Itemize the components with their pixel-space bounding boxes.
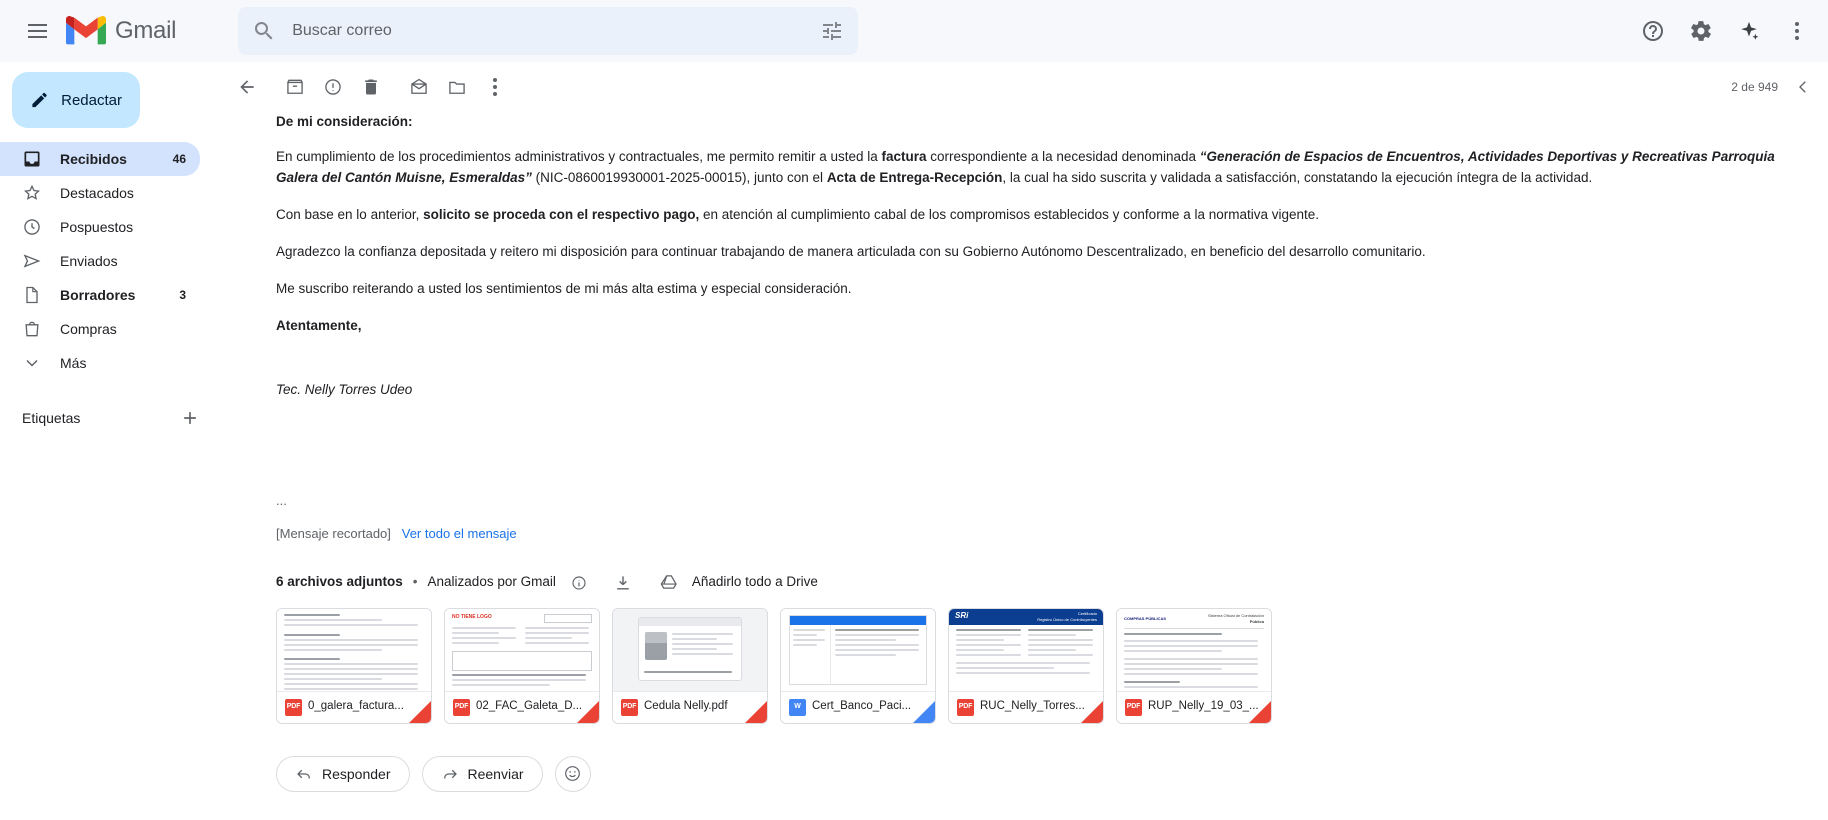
inbox-icon (22, 149, 42, 169)
message-toolbar (214, 62, 1828, 112)
sidebar-item-count: 3 (179, 288, 186, 302)
attachments-separator: • (412, 574, 418, 590)
attachment-card[interactable] (276, 608, 432, 724)
star-icon (22, 183, 42, 203)
sidebar-item-label: Borradores (60, 287, 136, 303)
sidebar-item-recibidos[interactable] (0, 142, 200, 176)
back-button[interactable] (228, 68, 266, 106)
more-options-button[interactable] (476, 68, 514, 106)
send-icon (22, 251, 42, 271)
attachment-filename: 0_galera_factura... (308, 700, 404, 713)
sidebar-item-borradores[interactable] (0, 278, 200, 312)
attachments-count: 6 archivos adjuntos (276, 574, 403, 590)
move-to-folder-icon (447, 77, 467, 97)
p2-bold-pago: solicito se proceda con el respectivo pago, (423, 206, 700, 222)
draft-icon (22, 285, 42, 305)
word-corner-icon (913, 701, 935, 723)
p2-part-a: Con base en lo anterior, (276, 206, 424, 222)
p1-part-d: (NIC-0860019930001-2025-00015), junto con el (531, 169, 827, 185)
sidebar-item-enviados[interactable] (0, 244, 200, 278)
report-spam-button[interactable] (314, 68, 352, 106)
signature (276, 380, 1792, 401)
labels-title: Etiquetas (22, 410, 81, 426)
pencil-icon (30, 89, 49, 111)
p1-bold-factura: factura (881, 148, 927, 164)
compose-button[interactable] (12, 72, 140, 128)
p1-part-a: En cumplimiento de los procedimientos administrativos y contractuales, me permito remitir a usted la (276, 148, 882, 164)
truncation-ellipsis: ... (276, 493, 287, 509)
sidebar-nav (0, 142, 214, 380)
labels-header (22, 398, 200, 438)
sidebar-item-label: Pospuestos (60, 219, 134, 235)
older-button[interactable] (1784, 68, 1822, 106)
reply-label: Responder (322, 765, 391, 782)
pdf-icon: PDF (453, 699, 470, 716)
sidebar-item-label: Compras (60, 321, 117, 337)
attachment-card[interactable] (444, 608, 600, 724)
top-right-actions (1632, 0, 1818, 62)
kebab-icon (1795, 22, 1799, 40)
drive-icon[interactable] (656, 570, 682, 596)
emoji-icon (563, 764, 582, 783)
p1-bold-acta: Acta de Entrega-Recepción (826, 169, 1003, 185)
attachment-thumbnail (613, 609, 767, 693)
sidebar-item-label: Destacados (60, 185, 134, 201)
pdf-corner-icon (1249, 701, 1271, 723)
pdf-icon: PDF (621, 699, 638, 716)
pdf-corner-icon (409, 701, 431, 723)
forward-arrow-icon (441, 765, 459, 783)
closing-text: Atentamente, (276, 317, 362, 333)
add-label-button[interactable] (180, 408, 200, 428)
pager (1731, 62, 1822, 112)
p1-part-c: correspondiente a la necesidad denominada (926, 148, 1200, 164)
closing (276, 316, 1792, 337)
pager-text: 2 de 949 (1731, 80, 1778, 94)
p2-part-c: en atención al cumplimiento cabal de los compromisos establecidos y conforme a la normativa vigente. (699, 206, 1320, 222)
attachment-thumbnail (277, 609, 431, 693)
attachment-thumbnail (781, 609, 935, 693)
attachment-filename: Cedula Nelly.pdf (644, 700, 728, 713)
sidebar-item-label: Enviados (60, 253, 118, 269)
message-pane (214, 62, 1828, 820)
settings-button[interactable] (1680, 10, 1722, 52)
pdf-icon: PDF (957, 699, 974, 716)
paragraph-3: Agradezco la confianza depositada y reitero mi disposición para continuar trabajando de manera articulada con su Gobierno Autónomo Descentralizado, en beneficio del desarrollo comunitario. (276, 243, 1426, 259)
report-spam-icon (323, 77, 343, 97)
gear-icon (1689, 19, 1713, 43)
sparkle-icon (1738, 20, 1760, 42)
move-to-folder-button[interactable] (438, 68, 476, 106)
clock-icon (22, 217, 42, 237)
search-bar[interactable] (238, 7, 858, 55)
attachment-filename: Cert_Banco_Paci... (812, 700, 912, 713)
attachment-thumbnail: SRi Certificado Registro Único de Contribuyentes (949, 609, 1103, 693)
chevron-left-icon (1794, 78, 1812, 96)
archive-button[interactable] (276, 68, 314, 106)
bag-icon (22, 319, 42, 339)
sidebar-item-label: Más (60, 355, 87, 371)
compose-label: Redactar (61, 91, 122, 109)
gmail-logo[interactable] (66, 16, 176, 46)
clipped-label: [Mensaje recortado] (276, 525, 391, 541)
attachment-card[interactable] (612, 608, 768, 724)
forward-button[interactable] (422, 756, 543, 792)
attachment-thumbnail: NO TIENE LOGO (445, 609, 599, 693)
reply-button[interactable] (276, 756, 410, 792)
signature-text: Tec. Nelly Torres Udeo (276, 382, 413, 398)
pdf-corner-icon (1081, 701, 1103, 723)
mark-unread-button[interactable] (400, 68, 438, 106)
gemini-button[interactable] (1728, 10, 1770, 52)
chevron-down-icon (22, 353, 42, 373)
download-icon (613, 573, 633, 593)
gmail-m-icon (66, 16, 106, 46)
pdf-icon: PDF (1125, 699, 1142, 716)
sidebar-item-mas[interactable] (0, 346, 200, 380)
sidebar-item-compras[interactable] (0, 312, 200, 346)
p1-project-title: “Generación de Espacios de Encuentros, Actividades Deportivas y Recreativas Parroquia Galera del Cantón Muisne, Esmeraldas” (276, 148, 1775, 185)
add-all-to-drive-label[interactable]: Añadirlo todo a Drive (691, 574, 818, 590)
main-menu-button[interactable] (14, 8, 60, 54)
paragraph-1 (276, 147, 1792, 189)
top-bar (0, 0, 1828, 62)
search-icon[interactable] (252, 19, 276, 43)
attachment-card[interactable] (780, 608, 936, 724)
sidebar-item-destacados[interactable] (0, 176, 200, 210)
message-actions (276, 756, 1792, 792)
page-body (0, 62, 1828, 820)
more-options-icon (493, 78, 497, 96)
mark-unread-icon (409, 77, 429, 97)
help-button[interactable] (1632, 10, 1674, 52)
scanned-by-gmail-label: Analizados por Gmail (427, 574, 556, 590)
pdf-corner-icon (577, 701, 599, 723)
pdf-corner-icon (745, 701, 767, 723)
word-icon: W (789, 699, 806, 716)
brand-text: Gmail (115, 17, 177, 44)
attachment-filename: RUP_Nelly_19_03_... (1148, 700, 1259, 713)
reply-arrow-icon (295, 765, 313, 783)
attachment-card[interactable] (948, 608, 1104, 724)
sidebar-item-label: Recibidos (60, 151, 127, 167)
paragraph-4: Me suscribo reiterando a usted los sentimientos de mi más alta estima y especial consideración. (276, 280, 852, 296)
tune-icon[interactable] (820, 19, 844, 43)
attachment-card[interactable] (1116, 608, 1272, 724)
attachment-filename: 02_FAC_Galeta_D... (476, 700, 583, 713)
pdf-icon: PDF (285, 699, 302, 716)
sidebar-item-count: 46 (172, 152, 186, 166)
apps-button[interactable] (1776, 10, 1818, 52)
delete-button[interactable] (352, 68, 390, 106)
message-body (214, 112, 1828, 792)
info-icon[interactable] (566, 570, 592, 596)
paragraph-2 (276, 205, 1792, 226)
view-entire-message-link[interactable]: Ver todo el mensaje (401, 525, 517, 541)
trash-icon (361, 77, 381, 97)
help-icon (1641, 19, 1665, 43)
search-input[interactable] (290, 21, 820, 41)
attachment-filename: RUC_Nelly_Torres... (980, 700, 1085, 713)
attachment-thumbnail: COMPRAS PÚBLICAS Sistema Oficial de Contratación Pública (1117, 609, 1271, 693)
sidebar-item-pospuestos[interactable] (0, 210, 200, 244)
forward-label: Reenviar (467, 765, 524, 782)
p1-part-f: , la cual ha sido suscrita y validada a satisfacción, constatando la ejecución íntegra de la actividad. (1002, 169, 1593, 185)
clipped-message-notice (276, 524, 1792, 544)
salutation: De mi consideración: (276, 114, 413, 129)
attachments-header (276, 570, 1792, 596)
archive-icon (285, 77, 305, 97)
sidebar (0, 62, 214, 820)
back-arrow-icon (237, 77, 257, 97)
hamburger-icon (28, 30, 47, 32)
download-all-button[interactable] (610, 570, 636, 596)
emoji-reaction-button[interactable] (555, 756, 591, 792)
attachments-list (276, 608, 1792, 724)
